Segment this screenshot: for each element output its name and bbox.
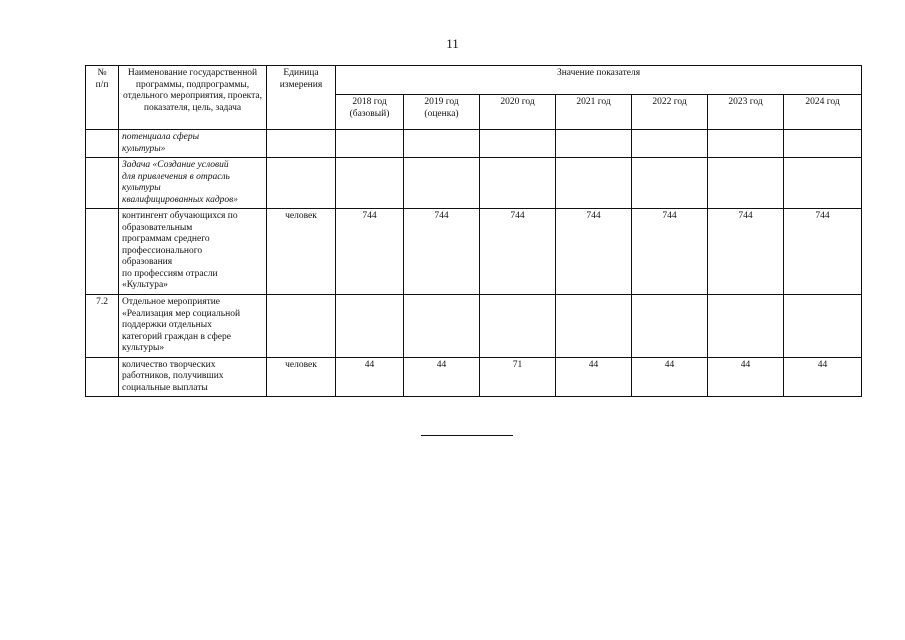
row-value <box>480 158 556 209</box>
header-value: Значение показателя <box>336 66 862 95</box>
row-name <box>119 295 267 358</box>
indicators-table <box>85 65 862 397</box>
header-year <box>784 95 862 130</box>
table-row <box>86 158 862 209</box>
row-value: 744 <box>404 209 480 295</box>
table-row <box>86 357 862 397</box>
row-value <box>556 130 632 158</box>
header-year <box>632 95 708 130</box>
row-value: 44 <box>336 357 404 397</box>
header-year-line: 2020 год <box>500 97 535 107</box>
row-name-line: «Культура» <box>122 280 168 290</box>
row-value <box>336 130 404 158</box>
row-value: 744 <box>556 209 632 295</box>
header-year <box>556 95 632 130</box>
row-value <box>708 295 784 358</box>
header-year-sub: (базовый) <box>349 108 390 119</box>
row-value <box>784 295 862 358</box>
header-name: Наименование государственной программы, подпрограммы, отдельного мероприятия, проекта, показателя, цель, задача <box>119 66 267 130</box>
row-unit <box>267 130 336 158</box>
row-unit: человек <box>267 357 336 397</box>
row-name-line: категорий граждан в сфере <box>122 331 231 342</box>
row-name-line: поддержки отдельных <box>122 320 212 330</box>
header-year-line: 2021 год <box>576 97 611 107</box>
row-value <box>556 158 632 209</box>
row-value <box>404 158 480 209</box>
table-row <box>86 295 862 358</box>
row-value: 44 <box>708 357 784 397</box>
row-name-line: «Реализация мер социальной <box>122 308 241 319</box>
row-unit <box>267 295 336 358</box>
row-unit <box>267 158 336 209</box>
row-value <box>784 130 862 158</box>
row-value: 744 <box>336 209 404 295</box>
row-value <box>336 158 404 209</box>
row-value: 71 <box>480 357 556 397</box>
row-value: 744 <box>784 209 862 295</box>
header-year-line: 2022 год <box>652 97 687 107</box>
row-num <box>86 158 119 209</box>
header-year-sub: (оценка) <box>424 108 459 119</box>
table-row <box>86 209 862 295</box>
row-name-line: для привлечения в отрасль <box>122 171 230 182</box>
header-row <box>86 66 862 95</box>
header-num-line: № <box>97 68 107 78</box>
row-value <box>784 158 862 209</box>
page-number: 11 <box>446 36 459 51</box>
row-name-line: культуры» <box>122 343 165 353</box>
row-name-line: Отдельное мероприятие <box>122 297 221 307</box>
row-name-line: образовательным <box>122 222 193 233</box>
header-year <box>480 95 556 130</box>
row-num <box>86 357 119 397</box>
row-value <box>480 130 556 158</box>
header-num <box>86 66 119 130</box>
row-value <box>480 295 556 358</box>
row-name-line: потенциала сферы <box>122 132 200 142</box>
row-value: 744 <box>708 209 784 295</box>
header-year-line: 2018 год <box>352 97 387 107</box>
header-unit <box>267 66 336 130</box>
row-name <box>119 130 267 158</box>
row-value <box>556 295 632 358</box>
row-name-line: культуры <box>122 183 161 193</box>
row-value <box>336 295 404 358</box>
header-year-line: 2023 год <box>728 97 763 107</box>
row-name-line: контингент обучающихся по <box>122 211 238 221</box>
header-unit-line: Единица <box>283 68 319 78</box>
row-value <box>632 295 708 358</box>
row-name-line: квалифицированных кадров» <box>122 194 239 205</box>
row-value: 44 <box>404 357 480 397</box>
row-name <box>119 357 267 397</box>
row-name-line: Задача «Создание условий <box>122 160 229 170</box>
row-name-line: профессионального <box>122 245 203 256</box>
footer-divider <box>421 435 513 436</box>
row-value <box>404 130 480 158</box>
row-name-line: количество творческих <box>122 359 216 370</box>
row-num <box>86 130 119 158</box>
header-year <box>404 95 480 130</box>
row-value <box>708 130 784 158</box>
row-name-line: культуры» <box>122 143 166 154</box>
row-name <box>119 209 267 295</box>
row-value: 744 <box>632 209 708 295</box>
row-value: 44 <box>556 357 632 397</box>
row-value <box>404 295 480 358</box>
row-value: 44 <box>632 357 708 397</box>
table-body <box>86 130 862 397</box>
header-year-line: 2019 год <box>424 97 459 107</box>
row-name <box>119 158 267 209</box>
row-value <box>708 158 784 209</box>
row-value: 44 <box>784 357 862 397</box>
row-value <box>632 158 708 209</box>
row-unit: человек <box>267 209 336 295</box>
table-row <box>86 130 862 158</box>
row-name-line: программам среднего <box>122 234 210 244</box>
row-name-line: образования <box>122 257 173 267</box>
header-unit-line: измерения <box>279 79 323 90</box>
row-value: 744 <box>480 209 556 295</box>
row-num <box>86 209 119 295</box>
header-num-line: п/п <box>95 79 109 90</box>
row-name-line: по профессиям отрасли <box>122 268 218 279</box>
row-name-line: социальные выплаты <box>122 382 208 393</box>
row-num: 7.2 <box>86 295 119 358</box>
header-year <box>336 95 404 130</box>
header-year-line: 2024 год <box>805 97 840 107</box>
row-name-line: работников, получивших <box>122 371 224 381</box>
row-value <box>632 130 708 158</box>
header-year <box>708 95 784 130</box>
